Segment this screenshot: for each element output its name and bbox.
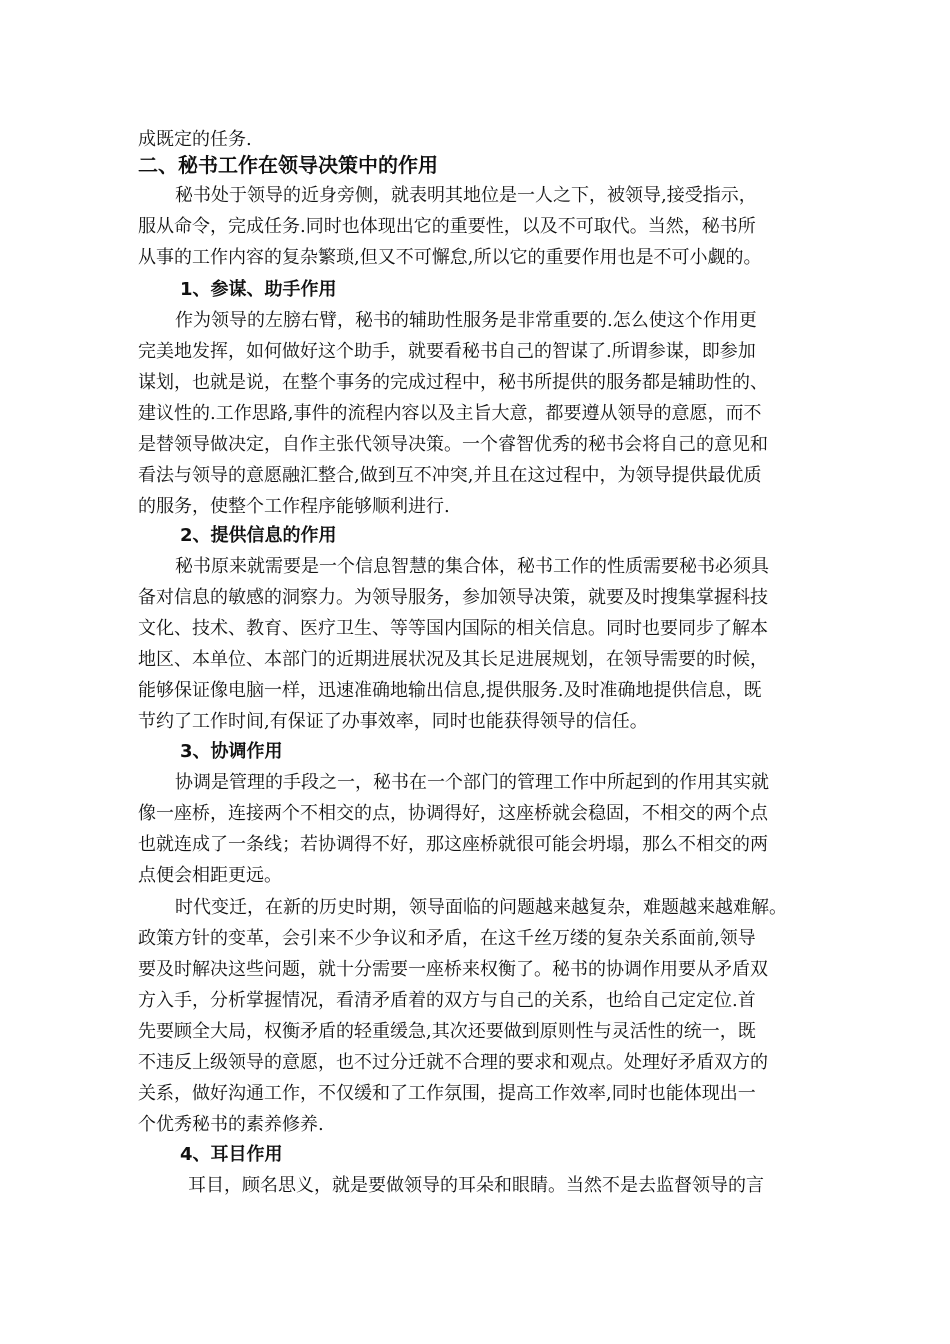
paragraph-line: 要及时解决这些问题，就十分需要一座桥来权衡了。秘书的协调作用要从矛盾双	[138, 959, 768, 980]
paragraph-line: 备对信息的敏感的洞察力。为领导服务，参加领导决策，就要及时搜集掌握科技	[138, 587, 768, 608]
paragraph-line: 关系，做好沟通工作，不仅缓和了工作氛围，提高工作效率,同时也能体现出一	[138, 1083, 756, 1104]
paragraph-line: 方入手，分析掌握情况，看清矛盾着的双方与自己的关系，也给自己定定位.首	[138, 990, 756, 1011]
paragraph-line: 建议性的.工作思路,事件的流程内容以及主旨大意，都要遵从领导的意愿，而不	[138, 403, 762, 424]
paragraph-line: 作为领导的左膀右臂，秘书的辅助性服务是非常重要的.怎么使这个作用更	[175, 310, 757, 331]
subsection-heading: 1、参谋、助手作用	[180, 279, 337, 300]
paragraph-line: 成既定的任务.	[138, 129, 252, 150]
paragraph-line: 点便会相距更远。	[138, 865, 282, 886]
subsection-heading: 2、提供信息的作用	[180, 525, 337, 546]
paragraph-line: 节约了工作时间,有保证了办事效率，同时也能获得领导的信任。	[138, 711, 648, 732]
paragraph-line: 个优秀秘书的素养修养.	[138, 1114, 324, 1135]
paragraph-line: 看法与领导的意愿融汇整合,做到互不冲突,并且在这过程中，为领导提供最优质	[138, 465, 762, 486]
subsection-heading: 3、协调作用	[180, 741, 283, 762]
paragraph-line: 文化、技术、教育、医疗卫生、等等国内国际的相关信息。同时也要同步了解本	[138, 618, 768, 639]
paragraph-line: 谋划，也就是说，在整个事务的完成过程中，秘书所提供的服务都是辅助性的、	[138, 372, 768, 393]
paragraph-line: 时代变迁，在新的历史时期，领导面临的问题越来越复杂，难题越来越难解。	[175, 897, 787, 918]
paragraph-line: 也就连成了一条线；若协调得不好，那这座桥就很可能会坍塌，那么不相交的两	[138, 834, 768, 855]
paragraph-line: 秘书原来就需要是一个信息智慧的集合体，秘书工作的性质需要秘书必须具	[175, 556, 769, 577]
paragraph-line: 从事的工作内容的复杂繁琐,但又不可懈怠,所以它的重要作用也是不可小觑的。	[138, 247, 762, 268]
paragraph-line: 像一座桥，连接两个不相交的点，协调得好，这座桥就会稳固，不相交的两个点	[138, 803, 768, 824]
paragraph-line: 协调是管理的手段之一，秘书在一个部门的管理工作中所起到的作用其实就	[175, 772, 769, 793]
paragraph-line: 政策方针的变革，会引来不少争议和矛盾，在这千丝万缕的复杂关系面前,领导	[138, 928, 756, 949]
paragraph-line: 服从命令，完成任务.同时也体现出它的重要性，以及不可取代。当然，秘书所	[138, 216, 756, 237]
paragraph-line: 地区、本单位、本部门的近期进展状况及其长足进展规划，在领导需要的时候，	[138, 649, 768, 670]
paragraph-line: 耳目，顾名思义，就是要做领导的耳朵和眼睛。当然不是去监督领导的言	[188, 1175, 764, 1196]
subsection-heading: 4、耳目作用	[180, 1144, 283, 1165]
section-heading: 二、秘书工作在领导决策中的作用	[138, 153, 438, 177]
paragraph-line: 完美地发挥，如何做好这个助手，就要看秘书自己的智谋了.所谓参谋，即参加	[138, 341, 756, 362]
paragraph-line: 是替领导做决定，自作主张代领导决策。一个睿智优秀的秘书会将自己的意见和	[138, 434, 768, 455]
paragraph-line: 能够保证像电脑一样，迅速准确地输出信息,提供服务.及时准确地提供信息，既	[138, 680, 762, 701]
paragraph-line: 秘书处于领导的近身旁侧，就表明其地位是一人之下，被领导,接受指示，	[175, 185, 757, 206]
paragraph-line: 先要顾全大局，权衡矛盾的轻重缓急,其次还要做到原则性与灵活性的统一，既	[138, 1021, 756, 1042]
paragraph-line: 不违反上级领导的意愿，也不过分迁就不合理的要求和观点。处理好矛盾双方的	[138, 1052, 768, 1073]
paragraph-line: 的服务，使整个工作程序能够顺利进行.	[138, 496, 450, 517]
